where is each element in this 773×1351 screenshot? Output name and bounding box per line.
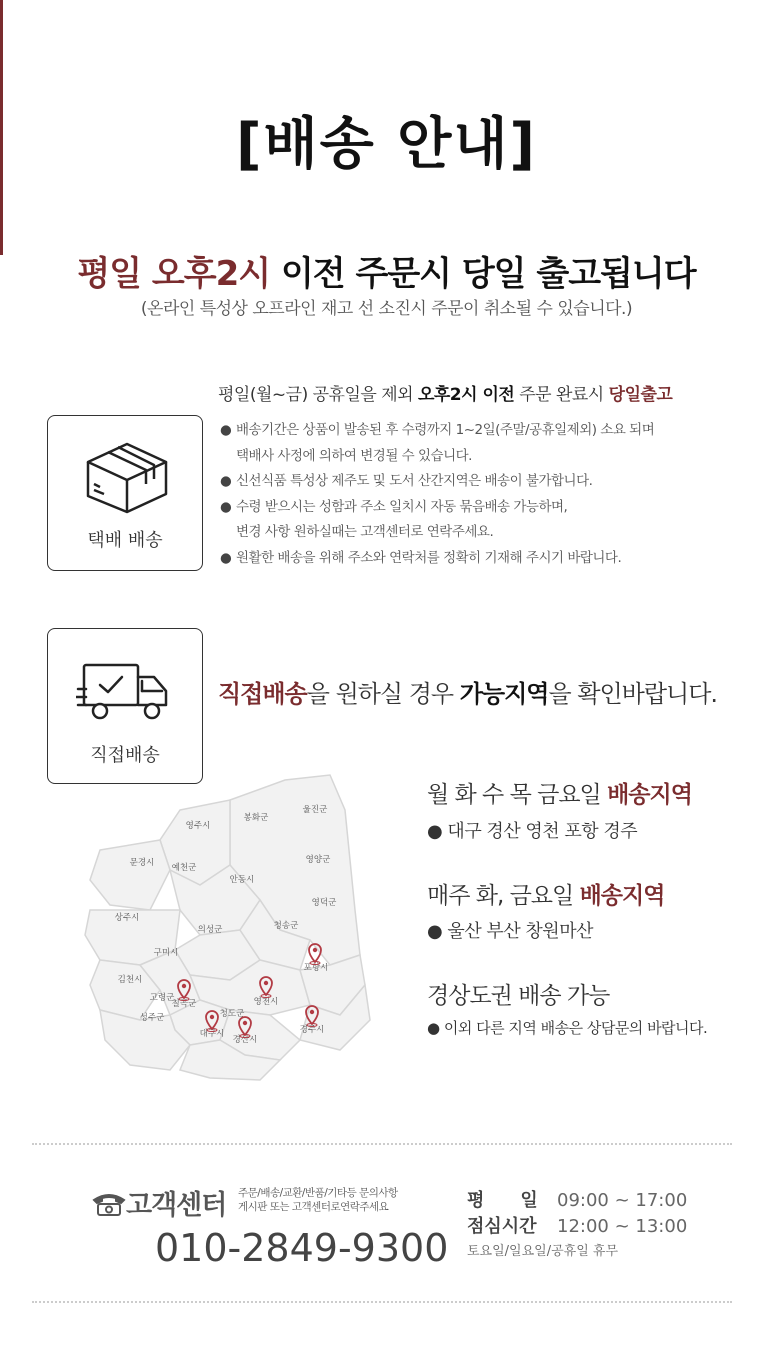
customer-center-note-2: 게시판 또는 고객센터로연락주세요	[238, 1201, 389, 1213]
map-label: 성주군	[139, 1013, 165, 1023]
direct-line-accent: 직접배송	[218, 680, 307, 708]
customer-center-title	[92, 1183, 226, 1222]
direct-delivery-line	[218, 674, 717, 709]
bullet-row	[220, 495, 740, 521]
headline	[0, 246, 773, 295]
map-label: 상주시	[114, 913, 140, 923]
weekday-value: 09:00 ~ 17:00	[557, 1190, 688, 1211]
divider	[32, 1301, 732, 1303]
headline-rest: 이전 주문시 당일 출고됩니다	[270, 254, 696, 294]
customer-center-note	[238, 1186, 398, 1214]
map-label: 영덕군	[311, 898, 337, 908]
map-label: 칠곡군	[171, 999, 197, 1009]
map-label: 영주시	[185, 821, 211, 831]
map-label: 구미시	[153, 948, 179, 958]
parcel-heading-pre: 평일(월~금) 공휴일을 제외	[218, 385, 418, 405]
bullet-text: 수령 받으시는 성함과 주소 일치시 자동 묶음배송 가능하며,	[236, 498, 568, 515]
region-2-title	[427, 877, 664, 910]
parcel-heading-accent: 당일출고	[608, 385, 673, 405]
phone-number[interactable]: 010-2849-9300	[155, 1226, 449, 1270]
map-label: 포항시	[303, 963, 329, 973]
headline-accent: 평일 오후2시	[77, 254, 271, 294]
map-label: 경산시	[232, 1035, 258, 1045]
region-1-text: ● 대구 경산 영천 포항 경주	[427, 821, 638, 842]
bullet-row	[220, 546, 740, 572]
bullet-row	[220, 418, 740, 444]
closed-days: 토요일/일요일/공휴일 휴무	[467, 1244, 619, 1259]
map-label: 김천시	[117, 975, 143, 985]
map-label: 청송군	[273, 921, 299, 931]
bullet-dot: ●	[220, 498, 232, 515]
parcel-bullets	[220, 418, 740, 571]
lunch-label: 점심시간	[467, 1216, 537, 1237]
page-title: [배송 안내]	[235, 112, 538, 177]
weekday-hours	[467, 1186, 687, 1212]
bullet-row	[220, 520, 740, 546]
bullet-dot: ●	[220, 422, 232, 438]
bullet-row	[220, 469, 740, 495]
bullet-row	[220, 444, 740, 470]
bullet-text: 배송기간은 상품이 발송된 후 수령까지 1~2일(주말/공휴일제외) 소요 되며	[236, 422, 655, 438]
map-label: 영양군	[305, 855, 331, 865]
direct-box	[47, 628, 203, 784]
parcel-box	[47, 415, 203, 571]
map-label: 고령군	[149, 993, 175, 1003]
parcel-heading	[218, 380, 672, 405]
direct-box-label: 직접배송	[90, 745, 160, 766]
region-1-title	[427, 776, 692, 809]
region-1-title-pre: 월 화 수 목 금요일	[427, 782, 608, 808]
map-label: 청도군	[219, 1009, 245, 1019]
customer-center-label: 고객센터	[126, 1190, 227, 1221]
map-label: 안동시	[229, 875, 255, 885]
subline: (온라인 특성상 오프라인 재고 선 소진시 주문이 취소될 수 있습니다.)	[140, 299, 633, 319]
bullet-text: 원활한 배송을 위해 주소와 연락처를 정확히 기재해 주시기 바랍니다.	[236, 549, 622, 566]
direct-line-mid: 을 원하실 경우	[306, 680, 460, 708]
map-label: 울진군	[302, 805, 328, 815]
direct-line-bold: 가능지역	[459, 680, 549, 708]
box-icon	[82, 438, 172, 516]
weekday-label: 평 일	[467, 1190, 538, 1211]
bullet-dot: ●	[220, 549, 232, 566]
bullet-text: 신선식품 특성상 제주도 및 도서 산간지역은 배송이 불가합니다.	[236, 473, 593, 489]
region-2-title-accent: 배송지역	[579, 883, 665, 909]
lunch-hours	[467, 1212, 687, 1238]
map-label: 의성군	[197, 925, 223, 935]
region-3-title: 경상도권 배송 가능	[427, 983, 610, 1009]
lunch-value: 12:00 ~ 13:00	[557, 1216, 688, 1237]
bullet-text: 택배사 사정에 의하여 변경될 수 있습니다.	[236, 447, 472, 464]
direct-line-end: 을 확인바랍니다.	[548, 680, 718, 708]
customer-center-note-1: 주문/배송/교환/반품/기타등 문의사항	[238, 1187, 398, 1199]
map-label: 봉화군	[243, 813, 269, 823]
map-label: 문경시	[129, 858, 155, 868]
map-label: 경주시	[299, 1025, 325, 1035]
gyeongbuk-map	[80, 770, 380, 1085]
region-3-text: ● 이외 다른 지역 배송은 상담문의 바랍니다.	[427, 1019, 708, 1037]
truck-icon	[76, 659, 172, 723]
telephone-icon	[92, 1191, 126, 1217]
parcel-heading-bold: 오후2시 이전	[417, 385, 515, 405]
map-label: 영천시	[253, 997, 279, 1007]
map-label: 대구시	[199, 1029, 225, 1039]
parcel-box-label: 택배 배송	[87, 530, 163, 551]
map-label: 예천군	[171, 863, 197, 873]
bullet-dot: ●	[220, 473, 232, 489]
region-2-title-pre: 매주 화, 금요일	[427, 883, 580, 909]
parcel-heading-mid: 주문 완료시	[514, 385, 609, 405]
region-1-title-accent: 배송지역	[607, 782, 692, 808]
divider	[32, 1143, 732, 1145]
region-2-text: ● 울산 부산 창원마산	[427, 921, 593, 942]
bullet-text: 변경 사항 원하실때는 고객센터로 연락주세요.	[236, 524, 494, 540]
